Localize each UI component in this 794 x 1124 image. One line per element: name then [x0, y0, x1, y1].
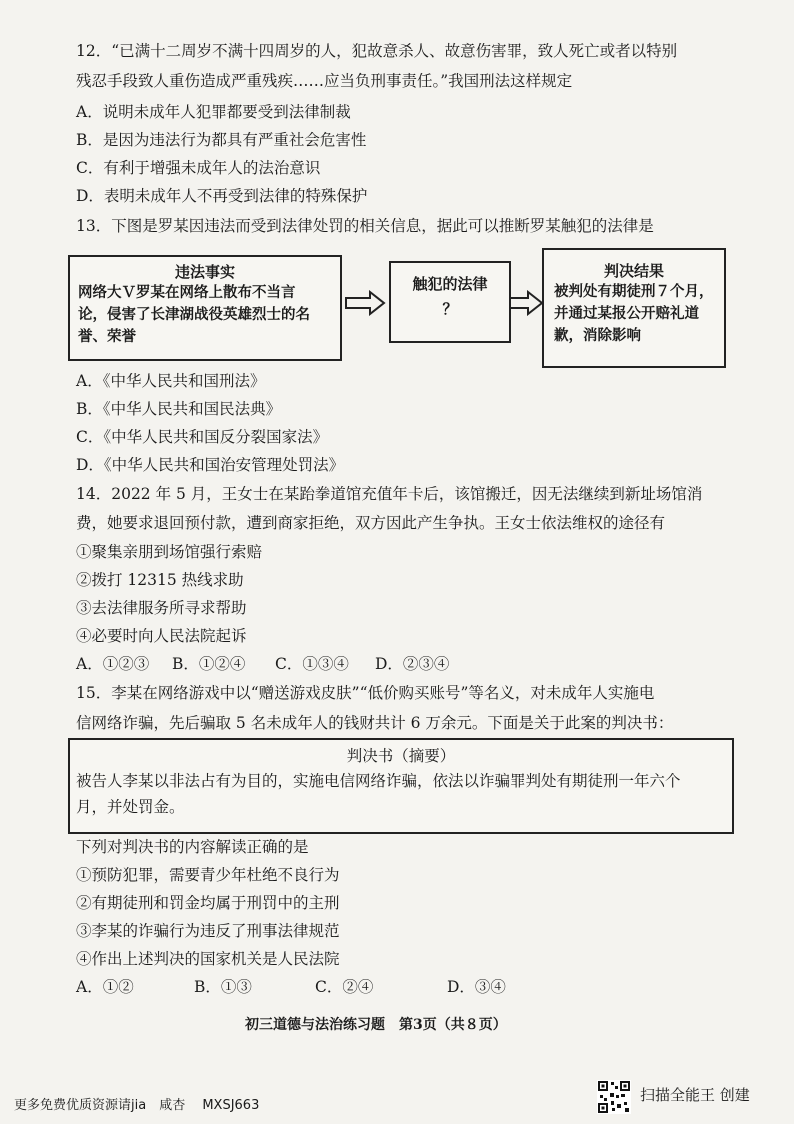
q15-option-b: B．①③	[194, 978, 252, 996]
q14-item-1: ①聚集亲朋到场馆强行索赔	[76, 543, 263, 561]
q13-box-result-line1: 被判处有期徒刑７个月，	[554, 284, 714, 300]
q14-item-3: ③去法律服务所寻求帮助	[76, 599, 247, 617]
q14-stem-line1: 14．2022 年 5 月，王女士在某跆拳道馆充值年卡后，该馆搬迁，因无法继续到新址场馆消	[76, 485, 703, 503]
q13-box-violation-line2: 论，侵害了长津湖战役英雄烈士的名	[78, 307, 310, 323]
q13-box-result-line3: 歉，消除影响	[554, 328, 641, 344]
q15-item-4: ④作出上述判决的国家机关是人民法院	[76, 950, 340, 968]
q13-box-violation-title: 违法事实	[174, 263, 235, 281]
q15-judgment-line1: 被告人李某以非法占有为目的，实施电信网络诈骗，依法以诈骗罪判处有期徒刑一年六个	[76, 772, 681, 790]
q13-option-c: C．《中华人民共和国反分裂国家法》	[76, 428, 329, 446]
q14-option-c: C．①③④	[275, 655, 349, 673]
q13-box-result	[542, 248, 726, 368]
q14-item-2: ②拨打 12315 热线求助	[76, 571, 244, 589]
q15-judgment-title: 判决书（摘要）	[346, 747, 456, 765]
q14-option-a: A．①②③	[76, 655, 150, 673]
right-arrow-icon	[508, 290, 544, 316]
q15-judgment-box	[68, 738, 734, 834]
q14-item-4: ④必要时向人民法院起诉	[76, 627, 247, 645]
q12-option-d: D．表明未成年人不再受到法律的特殊保护	[76, 187, 368, 205]
q13-option-a: A．《中华人民共和国刑法》	[76, 372, 266, 390]
q12-stem-line2: 残忍手段致人重伤造成严重残疾……应当负刑事责任。”我国刑法这样规定	[76, 72, 573, 90]
q13-option-d: D．《中华人民共和国治安管理处罚法》	[76, 456, 345, 474]
q15-judgment-line2: 月，并处罚金。	[76, 798, 185, 816]
q13-box-result-line2: 并通过某报公开赔礼道	[554, 306, 699, 322]
q13-box-law-mark: ？	[442, 300, 458, 318]
q15-stem-line1: 15．李某在网络游戏中以“赠送游戏皮肤”“低价购买账号”等名义，对未成年人实施电	[76, 684, 655, 702]
q13-box-violation-line1: 网络大Ｖ罗某在网络上散布不当言	[78, 285, 296, 301]
q13-box-violation-line3: 誉、荣誉	[78, 329, 136, 345]
q13-box-law	[389, 261, 511, 343]
q14-option-b: B．①②④	[172, 655, 246, 673]
q12-stem-line1: 12．“已满十二周岁不满十四周岁的人，犯故意杀人、故意伤害罪，致人死亡或者以特别	[76, 42, 678, 60]
q14-option-d: D．②③④	[375, 655, 450, 673]
q15-item-2: ②有期徒刑和罚金均属于刑罚中的主刑	[76, 894, 340, 912]
q15-prompt: 下列对判决书的内容解读正确的是	[76, 838, 309, 856]
q12-option-b: B．是因为违法行为都具有严重社会危害性	[76, 131, 367, 149]
q13-stem: 13．下图是罗某因违法而受到法律处罚的相关信息，据此可以推断罗某触犯的法律是	[76, 217, 654, 235]
q15-item-1: ①预防犯罪，需要青少年杜绝不良行为	[76, 866, 340, 884]
q13-option-b: B．《中华人民共和国民法典》	[76, 400, 282, 418]
qr-code-icon	[597, 1080, 631, 1114]
right-arrow-icon	[344, 290, 386, 316]
q15-option-a: A．①②	[76, 978, 134, 996]
q12-option-c: C．有利于增强未成年人的法治意识	[76, 159, 321, 177]
bottom-right-watermark: 扫描全能王 创建	[640, 1086, 750, 1104]
q15-stem-line2: 信网络诈骗，先后骗取 5 名未成年人的钱财共计 6 万余元。下面是关于此案的判决书：	[76, 714, 674, 732]
q15-option-d: D．③④	[447, 978, 506, 996]
q12-option-a: A．说明未成年人犯罪都要受到法律制裁	[76, 103, 351, 121]
q15-item-3: ③李某的诈骗行为违反了刑事法律规范	[76, 922, 340, 940]
q14-stem-line2: 费，她要求退回预付款，遭到商家拒绝，双方因此产生争执。王女士依法维权的途径有	[76, 514, 666, 532]
bottom-left-note: 更多免费优质资源请jia 咸杏 MXSJ663	[14, 1098, 260, 1113]
q13-box-violation	[68, 255, 342, 361]
q13-box-result-title: 判决结果	[603, 262, 664, 280]
q13-box-law-title: 触犯的法律	[412, 275, 488, 293]
q15-option-c: C．②④	[315, 978, 374, 996]
page-footer: 初三道德与法治练习题 第3页（共８页）	[245, 1017, 507, 1033]
